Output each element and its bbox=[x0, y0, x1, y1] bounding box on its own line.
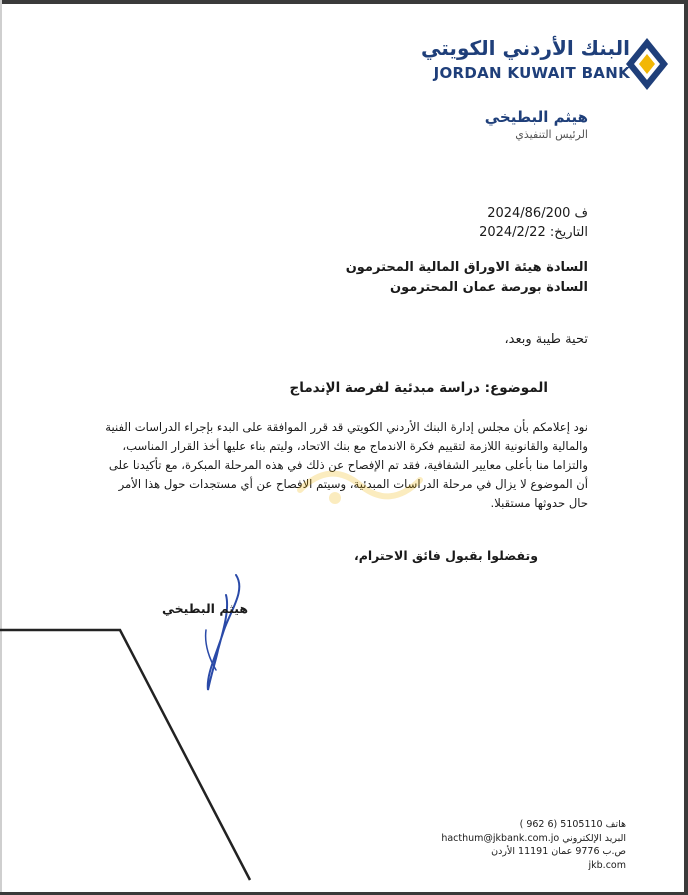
scan-border-top bbox=[0, 0, 688, 4]
subject-line: الموضوع: دراسة مبدئية لفرصة الإندماج bbox=[289, 380, 548, 396]
sender-name: هيثم البطيخي bbox=[484, 108, 588, 126]
scan-border-right bbox=[684, 0, 688, 895]
handwritten-signature bbox=[186, 570, 256, 695]
footer-email[interactable]: البريد الإلكتروني hacthum@jkbank.com.jo bbox=[441, 832, 626, 844]
addressee-2: السادة بورصة عمان المحترمون bbox=[389, 280, 588, 295]
letter-body: نود إعلامكم بأن مجلس إدارة البنك الأردني الكويتي قد قرر الموافقة على البدء بإجراء الدراسات الفنية والمالية والقانونية اللازمة لتقييم فكرة الاندماج مع بنك الاتحاد، وليتم بناء عليها أخذ القرار المناسب، والتزاما منا بأعلى معايير الشفافية، فقد تم الإفصاح عن ذلك في هذه المرحلة المبكرة، مع تأكيدنا على أن الموضوع لا يزال في مرحلة الدراسات المبدئية، وسيتم الافصاح عن أي مستجدات حول هذا الأمر حال حدوثها مستقبلا. bbox=[105, 420, 588, 510]
footer-phone: هاتف 5105110 (6 962 ) bbox=[519, 819, 626, 830]
footer-po-box: ص.ب 9776 عمان 11191 الأردن bbox=[491, 846, 626, 857]
signatory-name: هيثم البطيخي bbox=[161, 601, 248, 616]
watermark-stamp bbox=[290, 450, 430, 520]
greeting: تحية طيبة وبعد، bbox=[504, 332, 588, 347]
bank-logo bbox=[421, 36, 630, 88]
bank-name-english: JORDAN KUWAIT BANK bbox=[433, 64, 630, 82]
bank-logo-mark-icon bbox=[624, 36, 670, 92]
sender-title: الرئيس التنفيذي bbox=[515, 128, 588, 141]
closing-line: وتفضلوا بقبول فائق الاحترام، bbox=[353, 548, 538, 563]
letter-date: التاريخ: 2024/2/22 bbox=[479, 225, 588, 240]
addressee-1: السادة هيئة الاوراق المالية المحترمون bbox=[345, 260, 588, 275]
reference-number: ف 2024/86/200 bbox=[487, 206, 588, 221]
bank-name-arabic: البنك الأردني الكويتي bbox=[421, 36, 630, 60]
footer-website[interactable]: jkb.com bbox=[588, 859, 626, 871]
footer-contact bbox=[406, 818, 626, 872]
